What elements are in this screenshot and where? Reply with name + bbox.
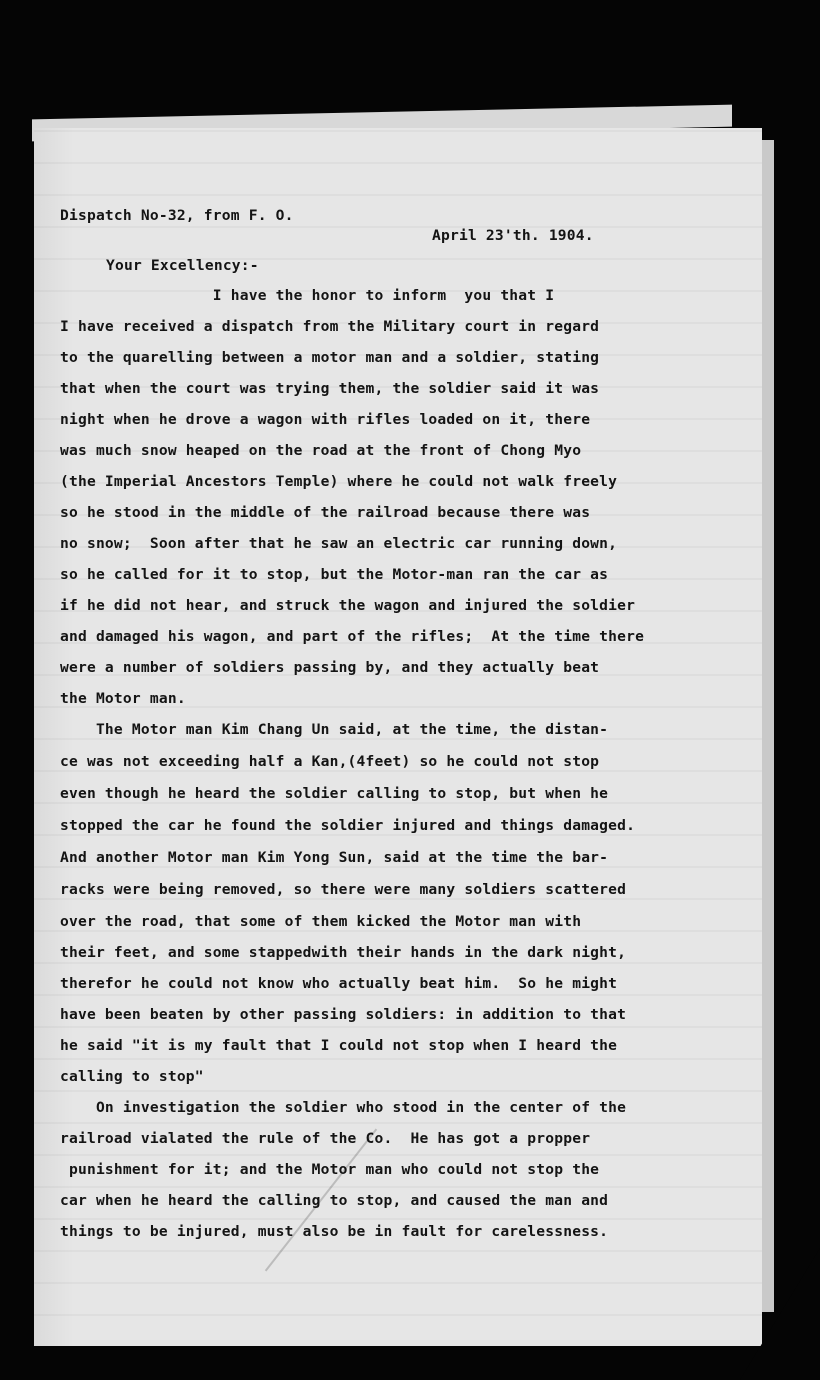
body-line: and damaged his wagon, and part of the rifles; At the time there bbox=[60, 628, 645, 645]
body-line: And another Motor man Kim Yong Sun, said at the time the bar- bbox=[60, 849, 609, 866]
body-line: racks were being removed, so there were many soldiers scattered bbox=[60, 881, 627, 898]
body-line: no snow; Soon after that he saw an electric car running down, bbox=[60, 535, 618, 552]
body-line: therefor he could not know who actually beat him. So he might bbox=[60, 975, 618, 992]
body-line: ce was not exceeding half a Kan,(4feet) so he could not stop bbox=[60, 753, 600, 770]
body-line: car when he heard the calling to stop, and caused the man and bbox=[60, 1192, 609, 1209]
dispatch-heading: Dispatch No-32, from F. O. bbox=[60, 207, 294, 224]
body-line: things to be injured, must also be in fault for carelessness. bbox=[60, 1223, 609, 1240]
body-line: I have the honor to inform you that I bbox=[60, 287, 555, 304]
body-line: was much snow heaped on the road at the front of Chong Myo bbox=[60, 442, 582, 459]
dispatch-date: April 23'th. 1904. bbox=[432, 227, 594, 244]
body-line: were a number of soldiers passing by, and they actually beat bbox=[60, 659, 600, 676]
body-line: (the Imperial Ancestors Temple) where he could not walk freely bbox=[60, 473, 618, 490]
body-line: so he stood in the middle of the railroad because there was bbox=[60, 504, 591, 521]
body-line: The Motor man Kim Chang Un said, at the time, the distan- bbox=[60, 721, 609, 738]
body-line: even though he heard the soldier calling to stop, but when he bbox=[60, 785, 609, 802]
body-line: punishment for it; and the Motor man who could not stop the bbox=[60, 1161, 600, 1178]
body-line: stopped the car he found the soldier injured and things damaged. bbox=[60, 817, 636, 834]
body-line: I have received a dispatch from the Military court in regard bbox=[60, 318, 600, 335]
body-line: calling to stop" bbox=[60, 1068, 204, 1085]
body-line: that when the court was trying them, the soldier said it was bbox=[60, 380, 600, 397]
body-line: if he did not hear, and struck the wagon and injured the soldier bbox=[60, 597, 636, 614]
body-line: night when he drove a wagon with rifles loaded on it, there bbox=[60, 411, 591, 428]
body-line: railroad vialated the rule of the Co. He has got a propper bbox=[60, 1130, 591, 1147]
salutation: Your Excellency:- bbox=[106, 257, 259, 274]
body-line: the Motor man. bbox=[60, 690, 186, 707]
body-line: over the road, that some of them kicked the Motor man with bbox=[60, 913, 582, 930]
body-line: to the quarelling between a motor man and a soldier, stating bbox=[60, 349, 600, 366]
body-line: On investigation the soldier who stood in the center of the bbox=[60, 1099, 627, 1116]
torn-corner bbox=[735, 1248, 820, 1380]
body-line: he said "it is my fault that I could not stop when I heard the bbox=[60, 1037, 618, 1054]
body-line: so he called for it to stop, but the Motor-man ran the car as bbox=[60, 566, 609, 583]
body-line: have been beaten by other passing soldiers: in addition to that bbox=[60, 1006, 627, 1023]
body-line: their feet, and some stappedwith their hands in the dark night, bbox=[60, 944, 627, 961]
